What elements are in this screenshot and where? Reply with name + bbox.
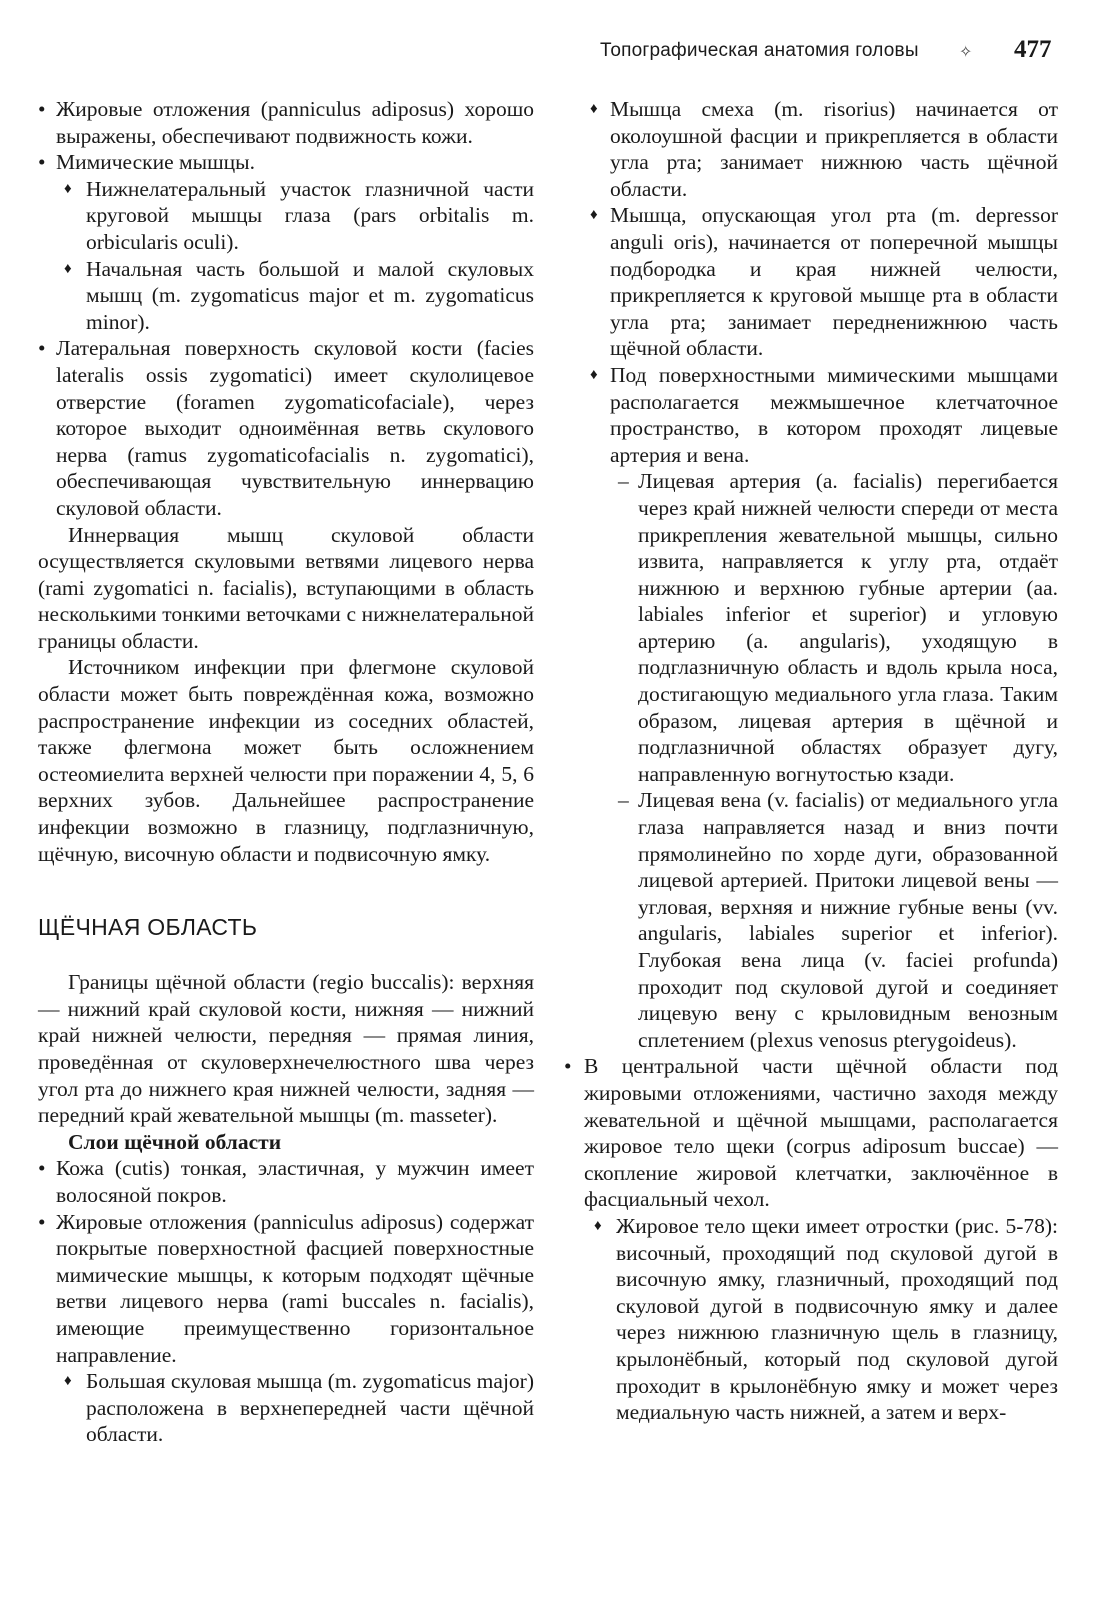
separator-icon: ✧ xyxy=(959,44,973,61)
sub-bullet-paragraph: ♦ Начальная часть большой и малой скуловых мышц (m. zygomaticus major et m. zygomaticus minor). xyxy=(38,256,534,336)
dash-item-paragraph: – Лицевая артерия (a. facialis) перегибается через край нижней челюсти спереди от места прикрепления жевательной мышцы, сильно извита, направляется к углу рта, отдаёт нижнюю и верхнюю губные артерии (aa. labiales inferior et superior) и угловую артерию (a. angularis), уходящую в подглазничную область и вдоль крыла носа, достигающую медиального угла глаза. Таким образом, лицевая артерия в щёчной и подглазничной областях образует дугу, направленную вогнутостью кзади. xyxy=(564,468,1058,787)
bullet-paragraph: • Мимические мышцы. xyxy=(38,149,534,176)
sub-bullet-paragraph: ♦ Под поверхностными мимическими мышцами располагается межмышечное клетчаточное пространство, в котором проходят лицевые артерия и вена. xyxy=(564,362,1058,468)
section-heading: ЩЁЧНАЯ ОБЛАСТЬ xyxy=(38,914,258,941)
sub-heading: Слои щёчной области xyxy=(68,1129,282,1154)
sub-bullet-paragraph: ♦ Мышца, опускающая угол рта (m. depressor anguli oris), начинается от поперечной мышцы подбородка и края нижней челюсти, прикрепляется к круговой мышце рта в области угла рта; занимает передненижнюю часть щёчной области. xyxy=(564,202,1058,362)
bullet-paragraph: • Кожа (cutis) тонкая, эластичная, у мужчин имеет волосяной покров. xyxy=(38,1155,534,1208)
bullet-paragraph: • Жировые отложения (panniculus adiposus) хорошо выражены, обеспечивают подвижность кожи. xyxy=(38,96,534,149)
bullet-paragraph: • Жировые отложения (panniculus adiposus) содержат покрытые поверхностной фасцией поверхностные мимические мышцы, к которым подходят щёчные ветви лицевого нерва (rami buccales n. facialis), имеющие преимущественно горизонтальное направление. xyxy=(38,1209,534,1369)
sub-bullet-paragraph: ♦ Мышца смеха (m. risorius) начинается от околоушной фасции и прикрепляется в области угла рта; занимает нижнюю часть щёчной области. xyxy=(564,96,1058,202)
dash-item-paragraph: – Лицевая вена (v. facialis) от медиального угла глаза направляется назад и вниз почти прямолинейно по хорде дуги, образованной лицевой артерией. Притоки лицевой вены — угловая, верхняя и нижние губные вены (vv. angularis, labiales superior et inferior). Глубокая вена лица (v. faciei profunda) проходит под скуловой дугой и соединяет лицевую вену с крыловидным венозным сплетением (plexus venosus pterygoideus). xyxy=(564,787,1058,1053)
sub-bullet-paragraph: ♦ Большая скуловая мышца (m. zygomaticus major) расположена в верхнепередней части щёчной области. xyxy=(38,1368,534,1448)
body-paragraph: Источником инфекции при флегмоне скуловой области может быть повреждённая кожа, возможно распространение инфекции из соседних областей, также флегмона может быть осложнением остеомиелита верхней челюсти при поражении 4, 5, 6 верхних зубов. Дальнейшее распространение инфекции возможно в глазницу, подглазничную, щёчную, височную области и подвисочную ямку. xyxy=(38,655,534,866)
body-paragraph: Иннервация мышц скуловой области осуществляется скуловыми ветвями лицевого нерва (rami zygomatici n. facialis), вступающими в область несколькими тонкими веточками с нижнелатеральной границы области. xyxy=(38,522,534,653)
bullet-paragraph: • Латеральная поверхность скуловой кости (facies lateralis ossis zygomatici) имеет скулолицевое отверстие (foramen zygomaticofaciale), через которое выходит одноимённая ветвь скулового нерва (ramus zygomaticofacialis n. zygomatici), обеспечивающая чувствительную иннервацию скуловой области. xyxy=(38,335,534,521)
sub-bullet-paragraph: ♦ Жировое тело щеки имеет отростки (рис. 5-78): височный, проходящий под скуловой дугой в височную ямку, глазничный, проходящий под скуловой дугой в подвисочную ямку и далее через нижнюю глазничную щель в глазницу, крылонёбный, который под скуловой дугой проходит в крылонёбную ямку и может через медиальную часть нижней, а затем и верх- xyxy=(564,1213,1058,1426)
left-column xyxy=(38,96,534,1448)
bullet-paragraph: • В центральной части щёчной области под жировыми отложениями, частично заходя между жевательной и щёчной мышцами, располагается жировое тело щеки (corpus adiposum buccae) — скопление жировой клетчатки, заключённое в фасциальный чехол. xyxy=(564,1053,1058,1213)
body-paragraph: Границы щёчной области (regio buccalis): верхняя — нижний край скуловой кости, нижняя — нижний край нижней челюсти, передняя — прямая линия, проведённая от скуловерхнечелюстного шва через угол рта до нижнего края нижней челюсти, задняя — передний край жевательной мышцы (m. masseter). xyxy=(38,970,534,1128)
running-title: Топографическая анатомия головы xyxy=(600,40,919,61)
page-number: 477 xyxy=(1014,36,1052,63)
sub-bullet-paragraph: ♦ Нижнелатеральный участок глазничной части круговой мышцы глаза (pars orbitalis m. orbicularis oculi). xyxy=(38,176,534,256)
running-header xyxy=(600,36,1060,66)
right-column xyxy=(564,96,1058,1426)
